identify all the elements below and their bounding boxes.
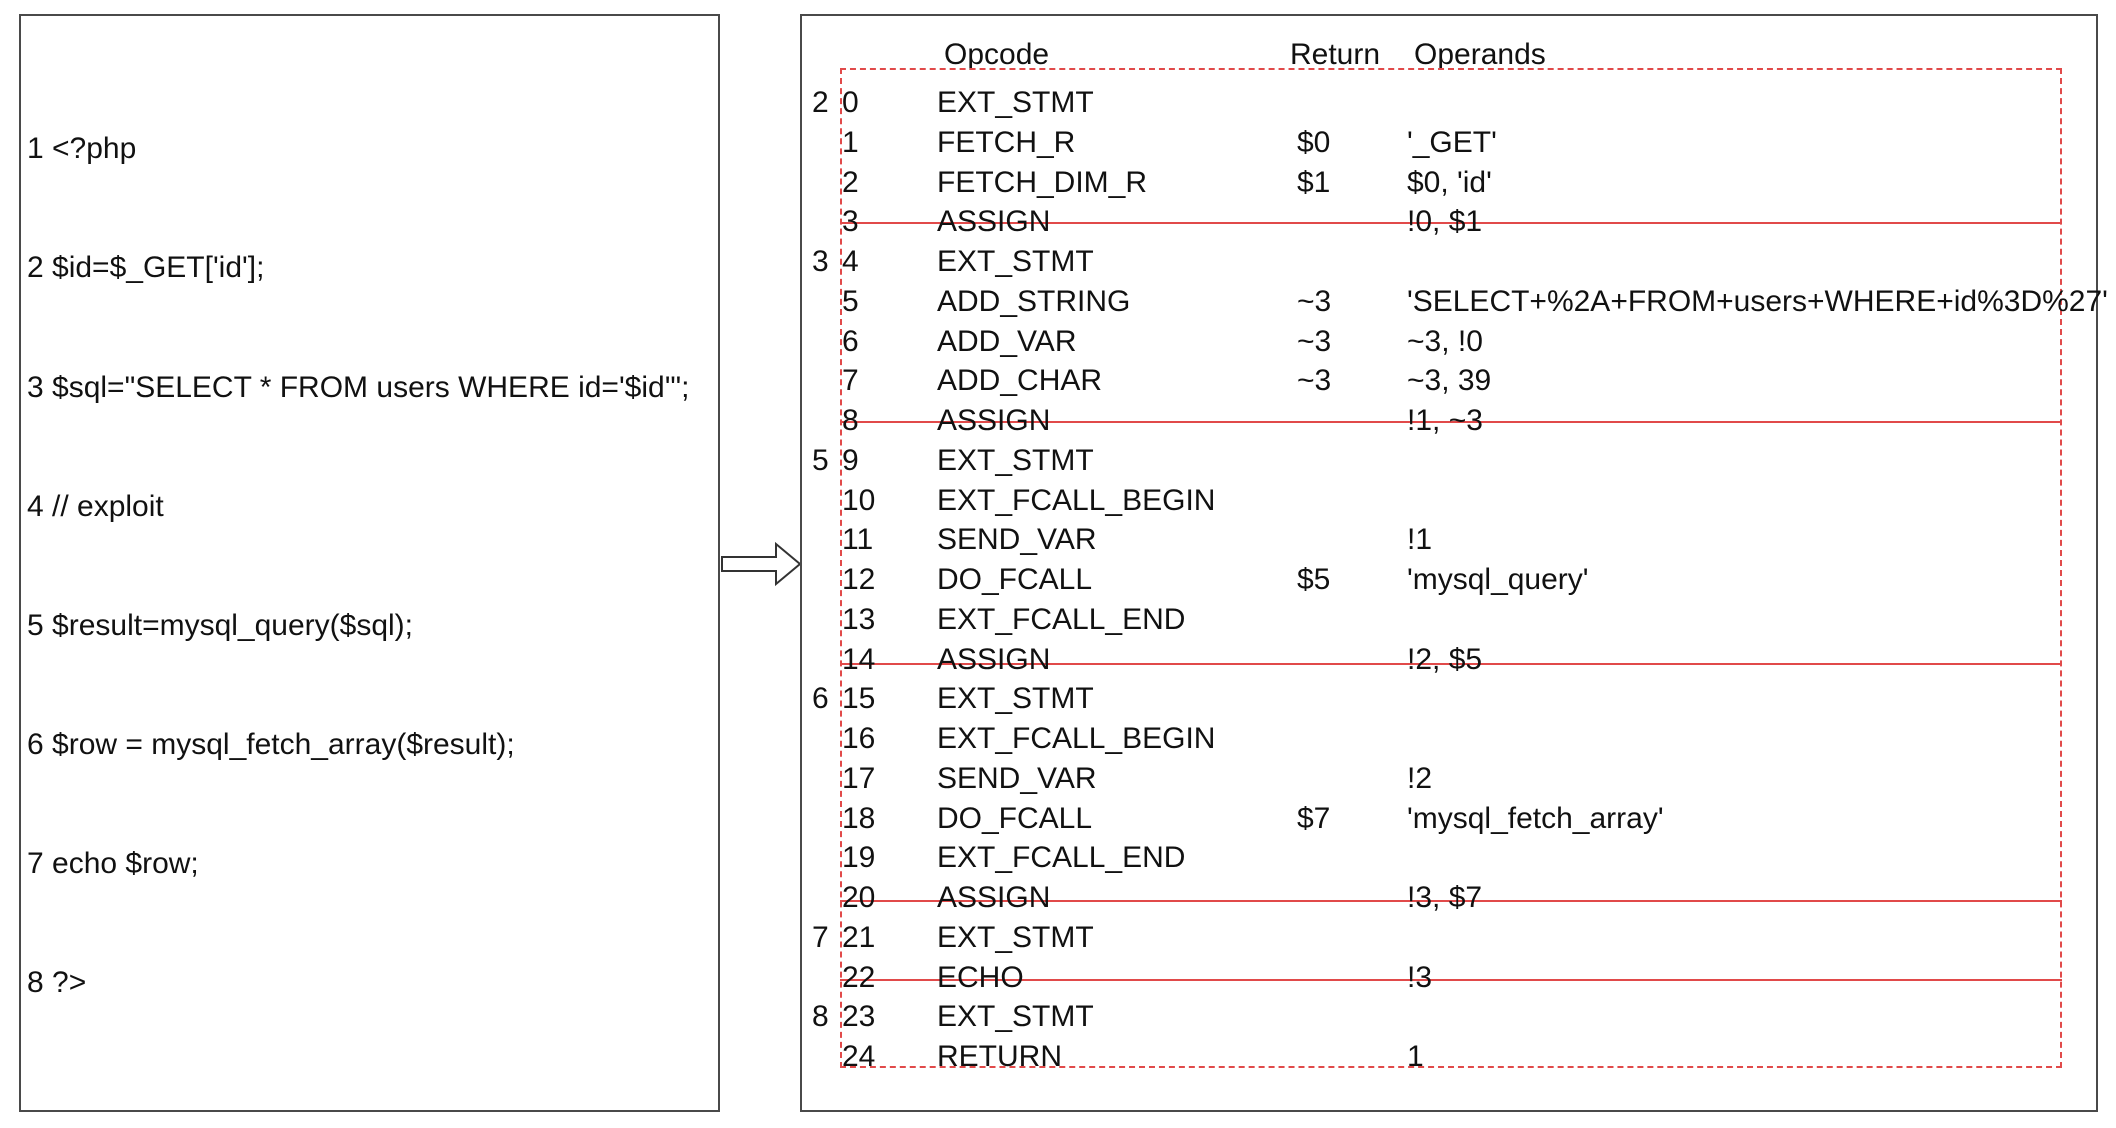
opcode-row (802, 325, 2100, 365)
opcode-row (802, 802, 2100, 842)
operands-value: !1 (1407, 523, 1433, 557)
opcode-row (802, 484, 2100, 524)
opcode-index: 13 (842, 602, 876, 636)
operands-value: !2, $5 (1407, 642, 1483, 676)
opcode-name: ASSIGN (937, 881, 1051, 914)
opcode-row (802, 603, 2100, 643)
opcode-row (802, 722, 2100, 762)
opcode-row (802, 881, 2100, 921)
opcode-index: 1 (842, 125, 859, 159)
opcode-row (802, 86, 2100, 126)
opcode-row (802, 643, 2100, 683)
opcode-name: EXT_STMT (937, 1000, 1094, 1034)
opcode-row (802, 126, 2100, 166)
opcode-index: 23 (842, 1000, 876, 1034)
opcode-index: 7 (842, 364, 859, 398)
opcode-row (802, 762, 2100, 802)
code-line: 2 $id=$_GET['id']; (27, 251, 265, 284)
code-line: 4 // exploit (27, 490, 164, 523)
code-line: 3 $sql="SELECT * FROM users WHERE id='$id'"; (27, 371, 690, 404)
opcode-index: 20 (842, 881, 876, 914)
source-line-number: 3 (812, 245, 829, 278)
operands-value: !2 (1407, 761, 1433, 795)
opcode-row (802, 444, 2100, 484)
opcode-name: EXT_STMT (937, 245, 1094, 278)
right-arrow-icon (720, 540, 804, 588)
opcode-row (802, 841, 2100, 881)
opcode-index: 24 (842, 1040, 876, 1073)
return-value: ~3 (1297, 324, 1332, 358)
opcode-index: 14 (842, 642, 876, 676)
header-opcode: Opcode (944, 38, 1050, 71)
opcode-index: 8 (842, 404, 859, 437)
opcode-name: DO_FCALL (937, 563, 1093, 596)
opcode-name: RETURN (937, 1040, 1062, 1073)
code-line: 5 $result=mysql_query($sql); (27, 609, 414, 642)
opcode-index: 21 (842, 920, 876, 954)
operands-value: ~3, !0 (1407, 324, 1483, 358)
opcode-index: 10 (842, 483, 876, 517)
opcode-index: 9 (842, 443, 859, 477)
opcode-name: ECHO (937, 960, 1024, 994)
opcode-index: 3 (842, 205, 859, 239)
opcode-row (802, 166, 2100, 206)
return-value: ~3 (1297, 284, 1332, 318)
operands-value: !1, ~3 (1407, 404, 1483, 437)
return-value: $0 (1297, 125, 1331, 159)
opcode-row (802, 205, 2100, 245)
opcode-row (802, 682, 2100, 722)
opcode-row (802, 1000, 2100, 1040)
opcode-name: EXT_STMT (937, 443, 1094, 477)
operands-value: !0, $1 (1407, 205, 1483, 239)
opcode-name: EXT_STMT (937, 920, 1094, 954)
operands-value: !3 (1407, 960, 1433, 994)
header-operands: Operands (1414, 38, 1546, 71)
opcode-index: 18 (842, 801, 876, 835)
return-value: $5 (1297, 563, 1331, 596)
opcode-index: 22 (842, 960, 876, 994)
opcode-table-panel (800, 14, 2108, 1112)
opcode-row (802, 404, 2100, 444)
opcode-index: 5 (842, 284, 859, 318)
code-line: 6 $row = mysql_fetch_array($result); (27, 728, 515, 761)
code-line: 1 <?php (27, 132, 137, 165)
operands-value: ~3, 39 (1407, 364, 1492, 398)
opcode-row (802, 523, 2100, 563)
opcode-name: EXT_FCALL_BEGIN (937, 722, 1216, 755)
opcode-index: 4 (842, 245, 859, 278)
opcode-name: EXT_STMT (937, 682, 1094, 716)
opcode-name: EXT_STMT (937, 86, 1094, 119)
opcode-name: ADD_STRING (937, 284, 1131, 318)
source-line-number: 6 (812, 682, 829, 716)
opcode-name: ASSIGN (937, 205, 1051, 239)
opcode-row (802, 1040, 2100, 1080)
opcode-name: EXT_FCALL_END (937, 602, 1186, 636)
opcode-row (802, 961, 2100, 1001)
source-line-number: 5 (812, 443, 829, 477)
opcode-row (802, 364, 2100, 404)
operands-value: 'SELECT+%2A+FROM+users+WHERE+id%3D%27' (1407, 284, 2108, 318)
opcode-row (802, 245, 2100, 285)
code-line: 7 echo $row; (27, 847, 199, 880)
opcode-index: 11 (842, 523, 874, 557)
opcode-index: 19 (842, 841, 876, 875)
operands-value: 'mysql_fetch_array' (1407, 801, 1664, 835)
operands-value: '_GET' (1407, 125, 1497, 159)
source-line-number: 7 (812, 920, 829, 954)
opcode-index: 17 (842, 761, 876, 795)
opcode-index: 0 (842, 86, 859, 119)
opcode-name: EXT_FCALL_BEGIN (937, 483, 1216, 517)
opcode-name: ADD_CHAR (937, 364, 1103, 398)
opcode-row (802, 921, 2100, 961)
opcode-row (802, 284, 2108, 325)
php-source-panel (19, 14, 720, 1112)
return-value: $1 (1297, 165, 1331, 199)
opcode-name: ASSIGN (937, 642, 1051, 676)
operands-value: 'mysql_query' (1407, 563, 1589, 596)
opcode-name: ASSIGN (937, 404, 1051, 437)
operands-value: !3, $7 (1407, 881, 1483, 914)
operands-value: $0, 'id' (1407, 165, 1492, 199)
opcode-name: ADD_VAR (937, 324, 1077, 358)
opcode-index: 2 (842, 165, 859, 199)
opcode-name: EXT_FCALL_END (937, 841, 1186, 875)
opcode-name: SEND_VAR (937, 761, 1097, 795)
opcode-name: SEND_VAR (937, 523, 1097, 557)
return-value: $7 (1297, 801, 1331, 835)
opcode-name: DO_FCALL (937, 801, 1093, 835)
opcode-index: 6 (842, 324, 859, 358)
code-line: 8 ?> (27, 966, 87, 999)
return-value: ~3 (1297, 364, 1332, 398)
opcode-row (802, 563, 2100, 603)
opcode-index: 12 (842, 563, 876, 596)
operands-value: 1 (1407, 1040, 1424, 1073)
opcode-name: FETCH_R (937, 125, 1076, 159)
source-line-number: 8 (812, 1000, 829, 1034)
source-line-number: 2 (812, 86, 829, 119)
opcode-index: 16 (842, 722, 876, 755)
opcode-name: FETCH_DIM_R (937, 165, 1148, 199)
header-return: Return (1290, 38, 1381, 71)
opcode-index: 15 (842, 682, 876, 716)
